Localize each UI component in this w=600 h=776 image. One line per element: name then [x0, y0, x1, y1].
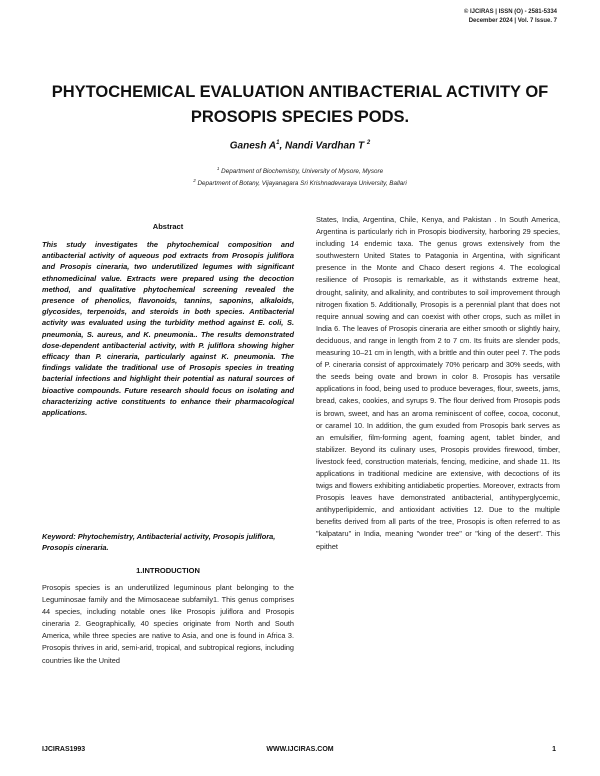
abstract-body: This study investigates the phytochemical composition and antibacterial activity of aqueous pod extracts from Prosopis juliflora and Prosopis cineraria, two underutilized legumes with significant ethnomedicinal value. Extracts were prepared using the decoction method, and qualitative phytochemical screening revealed the presence of phenolics, flavonoids, tannins, saponins, alkaloids, glycosides, terpenoids, and steroids in both species. Antibacterial activity was evaluated using the turbidity method against E. coli, S. pneumonia, S. aureus, and K. pneumonia.. The results demonstrated dose-dependent antibacterial activity, with P. juliflora showing higher efficacy than P. cineraria, particularly against K. pneumonia. The findings validate the traditional use of Prosopis species in treating bacterial infections and highlight their potential as natural sources of bioactive compounds. Future research should focus on isolating and characterizing active constituents to enhance their pharmacological applications. — [42, 240, 294, 418]
author-1: Ganesh A — [229, 140, 277, 152]
author-separator: , — [279, 140, 285, 152]
author-1-marker: 1 — [276, 140, 280, 146]
footer-website: WWW.IJCIRAS.COM — [266, 746, 334, 753]
author-line — [40, 140, 560, 151]
affiliation-1-text: Department of Biochemistry, University of Mysore, Mysore — [219, 168, 384, 176]
journal-header — [297, 8, 557, 25]
author-2: Nandi Vardhan T — [285, 140, 367, 152]
affiliation-1 — [40, 166, 560, 175]
affiliation-1-marker: 1 — [216, 166, 220, 171]
affiliation-2-marker: 2 — [193, 178, 196, 183]
introduction-heading: 1.INTRODUCTION — [136, 566, 200, 575]
page-number: 1 — [552, 746, 556, 753]
abstract-heading: Abstract — [152, 222, 184, 231]
introduction-body-left: Prosopis species is an underutilized leguminous plant belonging to the Leguminosae family and the Mimosaceae subfamily1. This genus comprises 44 species, including notable ones like Prosopis juliflora and Prosopis cineraria 2. Geographically, 40 species originate from North and South America, while three species are native to Asia, and one is found in Africa 3. Prosopis thrives in arid, semi-arid, tropical, and subtropical regions, including countries like the United — [42, 583, 294, 665]
introduction-body-right: States, India, Argentina, Chile, Kenya, and Pakistan . In South America, Argentina is particularly rich in Prosopis biodiversity, harboring 29 species, including 14 endemic taxa. The genus grows extensively from the southwestern United States to Patagonia in Argentina, with significant presence in the Monte and Chaco desert regions 4. The ecological resilience of Prosopis is remarkable, as it withstands extreme heat, drought, salinity, and alkalinity, and contributes to soil improvement through nitrogen fixation 5. Additionally, Prosopis is a perennial plant that does not require annual sowing and can coexist with other crops, such as millet in India 6. The leaves of Prosopis cineraria are either smooth or slightly hairy, deciduous, and range in length from 2 to 7 cm. Its fruits are slender pods, measuring 10–21 cm in length, with a brittle and thin outer peel 7. The pods of P. cineraria consist of approximately 70% pericarp and 30% seeds, with the seeds being ovate and brown in color 8. Prosopis has versatile applications in food, being used to produce beverages, flour, sweets, jams, bread, cakes, cookies, and syrups 9. The flour derived from Prosopis pods is brown, sweet, and has an aroma reminiscent of coffee, cocoa, coconut, or caramel 10. In addition, the gum exuded from Prosopis bark serves as an emulsifier, film-forming agent, foaming agent, tablet binder, and stabilizer. Beyond its culinary uses, Prosopis provides firewood, timber, livestock feed, construction materials, fencing, medicine, and shade 11. Its applications in traditional medicine are extensive, with decoctions of its twigs and flowers exhibiting antidiabetic properties. Moreover, extracts from Prosopis leaves have demonstrated antibacterial, antihyperglycemic, antihyperlipidemic, and antioxidant activities 12. Due to the multiple benefits derived from all parts of the tree, Prosopis is often referred to as "kalpataru" in India, meaning "wonder tree" or "king of the desert". This epithet — [316, 215, 560, 551]
right-column — [316, 214, 560, 553]
journal-issue: December 2024 | Vol. 7 Issue. 7 — [468, 17, 557, 24]
affiliation-2-text: Department of Botany, Vijayanagara Sri Krishnadevaraya University, Ballari — [195, 180, 407, 188]
affiliation-2 — [40, 178, 560, 187]
journal-issn: © IJCIRAS | ISSN (O) - 2581-5334 — [463, 9, 557, 15]
paper-title: PHYTOCHEMICAL EVALUATION ANTIBACTERIAL ACTIVITY OF PROSOPIS SPECIES PODS. — [51, 83, 549, 126]
footer-journal-id: IJCIRAS1993 — [42, 746, 86, 753]
author-2-marker: 2 — [366, 140, 371, 146]
keywords: Keyword: Phytochemistry, Antibacterial activity, Prosopis juliflora, Prosopis cineraria. — [42, 532, 276, 553]
